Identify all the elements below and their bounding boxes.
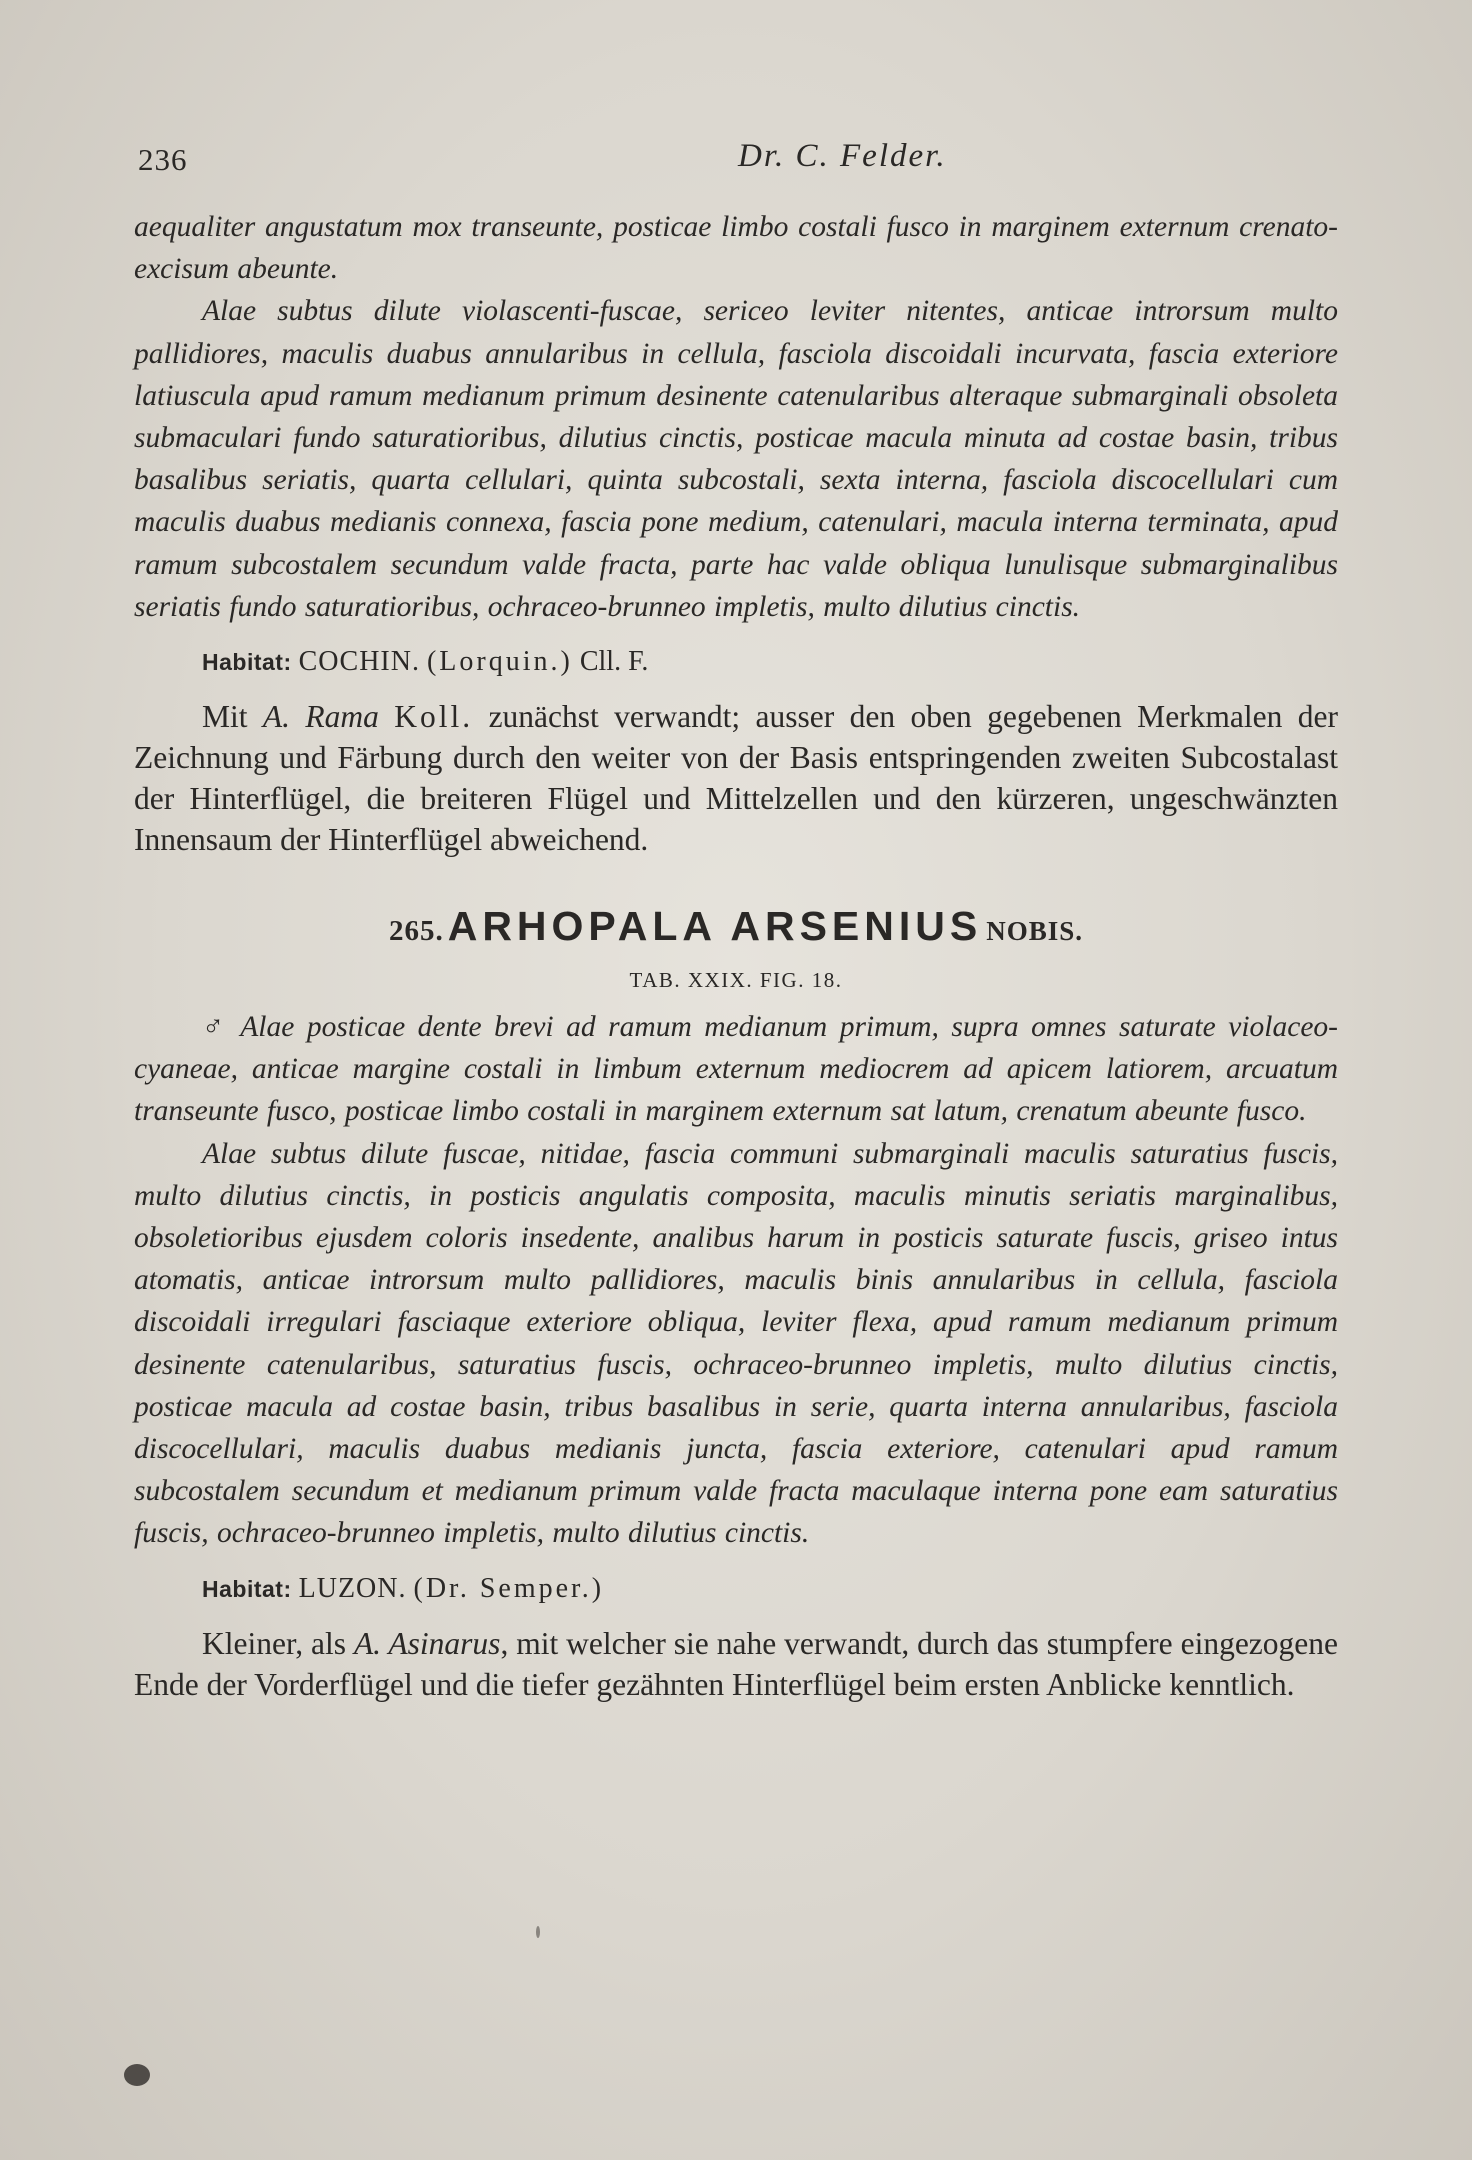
page-header xyxy=(138,138,1338,188)
remark-text-end: zunächst verwandt; ausser den oben gegebenen Merkmalen der Zeichnung und Färbung durch den weiter von der Basis entspringenden zweiten Subcostalast der Hinterflügel, die breiteren Flügel und Mittelzellen und den kürzeren, ungeschwänzten Innensaum der Hinterflügel abweichend. xyxy=(134,699,1338,858)
species-upperside-description: ♂ Alae posticae dente brevi ad ramum medianum primum, supra omnes saturate violaceo-cyaneae, anticae margine costali in limbum externum mediocrem ad apicem latiorem, arcuatum transeunte fusco, posticae limbo costali in marginem externum sat latum, crenatum abeunte fusco. xyxy=(134,1011,1338,1128)
prev-species-habitat xyxy=(202,642,1338,682)
habitat-label: Habitat: xyxy=(202,1575,292,1602)
ink-speck xyxy=(536,1926,540,1938)
remark-text-start: Mit xyxy=(202,699,263,735)
species-heading xyxy=(134,898,1338,964)
remark-species-ref: A. Asinarus xyxy=(353,1625,501,1661)
page-number: 236 xyxy=(138,142,188,177)
habitat-collector: (Lorquin.) xyxy=(426,646,573,678)
remark-species-ref: A. Rama xyxy=(262,699,379,735)
habitat-location: LUZON. xyxy=(298,1572,407,1604)
habitat-label: Habitat: xyxy=(202,649,292,676)
running-head: Dr. C. Felder. xyxy=(738,138,947,174)
species-name: ARHOPALA ARSENIUS xyxy=(447,903,983,950)
prev-species-underside-description: Alae subtus dilute violascenti-fuscae, sericeo leviter nitentes, anticae introrsum multo pallidiores, maculis duabus annularibus in cellula, fasciola discoidali incurvata, fascia exteriore latiuscula apud ramum medianum primum desinente catenularibus alteraque submarginali obsoleta submaculari fundo saturatioribus, dilutius cinctis, posticae macula minuta ad costae basin, tribus basalibus seriatis, quarta cellulari, quinta subcostali, sexta interna, fasciola discocellulari cum maculis duabus medianis connexa, fascia pone medium, catenulari, macula interna terminata, apud ramum subcostalem secundum valde fracta, parte hac valde obliqua lunulisque submarginalibus seriatis fundo saturatioribus, ochraceo-brunneo impletis, multo dilutius cinctis. xyxy=(134,295,1338,623)
remark-text-start: Kleiner, als xyxy=(202,1625,354,1661)
page-body xyxy=(134,206,1338,1705)
species-remarks xyxy=(134,1623,1338,1705)
ink-blot xyxy=(124,2064,150,2086)
habitat-location: COCHIN. xyxy=(298,646,420,678)
prev-species-remarks xyxy=(134,696,1338,860)
remark-author: Koll. xyxy=(394,699,474,735)
species-number: 265. xyxy=(388,915,444,948)
species-underside-description: Alae subtus dilute fuscae, nitidae, fascia communi submarginali maculis saturatius fuscis, multo dilutius cinctis, in posticis angulatis composita, maculis minutis seriatis marginalibus, obsoletioribus ejusdem coloris insedente, analibus harum in posticis saturate fuscis, griseo intus atomatis, anticae introrsum multo pallidiores, maculis binis annularibus in cellula, fasciola discoidali irregulari fasciaque exteriore obliqua, leviter flexa, apud ramum medianum primum desinente catenularibus, saturatius fuscis, ochraceo-brunneo impletis, multo dilutius cinctis, posticae macula ad costae basin, tribus basalibus in serie, quarta interna annularibus, fasciola discocellulari, maculis duabus medianis juncta, fascia exteriore, catenulari apud ramum subcostalem secundum et medianum primum valde fracta maculaque interna pone eam saturatius fuscis, ochraceo-brunneo impletis, multo dilutius cinctis. xyxy=(134,1137,1338,1550)
habitat-collector: (Dr. Semper.) xyxy=(413,1572,605,1604)
species-authority: NOBIS. xyxy=(986,916,1084,947)
species-habitat xyxy=(202,1569,1338,1609)
remark-text-end: , mit welcher sie nahe verwandt, durch das stumpfere eingezogene Ende der Vorderflügel und die tiefer gezähnten Hinterflügel beim ersten Anblicke kenntlich. xyxy=(134,1625,1338,1702)
plate-reference: TAB. XXIX. FIG. 18. xyxy=(629,968,843,993)
prev-species-upperside-continued: aequaliter angustatum mox transeunte, posticae limbo costali fusco in marginem externum crenato-excisum abeunte. xyxy=(134,211,1338,286)
habitat-collection: Cll. F. xyxy=(579,646,649,678)
